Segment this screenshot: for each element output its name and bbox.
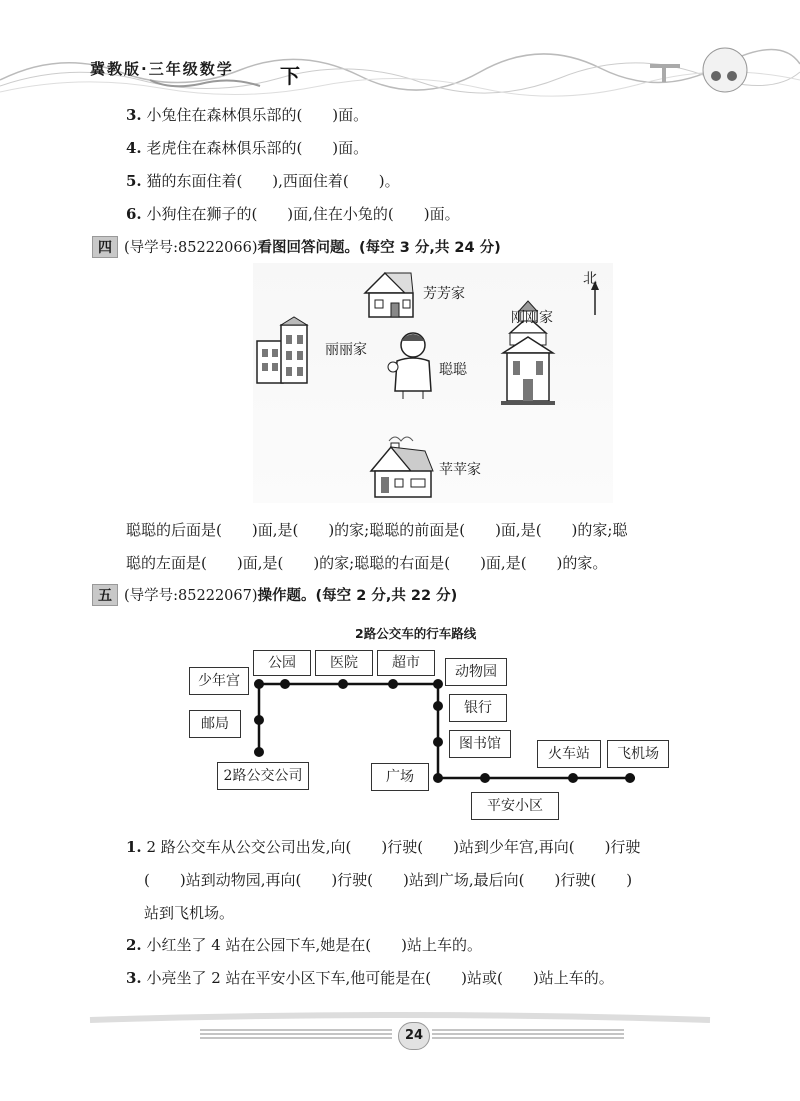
stop-airport: 飞机场 xyxy=(607,740,669,768)
stop-dot xyxy=(480,773,490,783)
fangfang-house-icon xyxy=(365,273,413,317)
book-series: 冀教版·三年级数学 xyxy=(90,60,234,78)
section-5-question-1-line-3: 站到飞机场。 xyxy=(144,904,235,922)
stop-dot xyxy=(433,737,443,747)
section-4-heading xyxy=(92,236,501,258)
stop-library: 图书馆 xyxy=(449,730,511,758)
north-label: 北 xyxy=(583,271,597,287)
section-5-question-3: 3. 小亮坐了 2 站在平安小区下车,他可能是在( )站或( )站上车的。 xyxy=(126,969,614,987)
stop-park: 公园 xyxy=(253,650,311,676)
stop-dot xyxy=(433,679,443,689)
question-5: 5. 猫的东面住着( ),西面住着( )。 xyxy=(126,172,400,190)
question-4: 4. 老虎住在森林俱乐部的( )面。 xyxy=(126,139,369,157)
congcong-person-icon xyxy=(388,333,431,399)
stop-bank: 银行 xyxy=(449,694,507,722)
section-5-question-1-line-1: 1. 2 路公交车从公交公司出发,向( )行驶( )站到少年宫,再向( )行驶 xyxy=(126,838,641,856)
stop-dot xyxy=(254,747,264,757)
stop-youth-palace: 少年宫 xyxy=(189,667,249,695)
stop-dot xyxy=(433,701,443,711)
section-5-question-2: 2. 小红坐了 4 站在公园下车,她是在( )站上车的。 xyxy=(126,936,483,954)
section-4-answer-line-1: 聪聪的后面是( )面,是( )的家;聪聪的前面是( )面,是( )的家;聪 xyxy=(126,521,628,539)
book-volume: 下 xyxy=(280,64,300,88)
page-number: 24 xyxy=(398,1022,430,1050)
stop-dot xyxy=(388,679,398,689)
section-badge: 五 xyxy=(92,584,118,606)
congcong-label: 聪聪 xyxy=(439,362,467,378)
bus-route-lines xyxy=(185,612,675,822)
stop-pingan-community: 平安小区 xyxy=(471,792,559,820)
question-3: 3. 小兔住在森林俱乐部的( )面。 xyxy=(126,106,369,124)
section-5-question-1-line-2: ( )站到动物园,再向( )行驶( )站到广场,最后向( )行驶( ) xyxy=(144,871,633,889)
diagram-title: 2路公交车的行车路线 xyxy=(355,626,477,641)
section-title: 看图回答问题。(每空 3 分,共 24 分) xyxy=(257,240,501,256)
kids-cartoon-icon xyxy=(650,48,747,92)
fangfang-home-label: 芳芳家 xyxy=(423,286,465,302)
bus-route-diagram xyxy=(185,612,675,822)
page-header xyxy=(0,0,800,100)
stop-dot xyxy=(280,679,290,689)
stop-bus-company: 2路公交公司 xyxy=(217,762,309,790)
stop-hospital: 医院 xyxy=(315,650,373,676)
question-6: 6. 小狗住在狮子的( )面,住在小兔的( )面。 xyxy=(126,205,460,223)
section-5-heading xyxy=(92,584,457,606)
lili-home-label: 丽丽家 xyxy=(325,342,367,358)
stop-train-station: 火车站 xyxy=(537,740,601,768)
stop-dot xyxy=(254,715,264,725)
neighborhood-picture xyxy=(253,263,613,503)
stop-dot xyxy=(254,679,264,689)
ganggang-home-label: 刚刚家 xyxy=(511,310,553,326)
pingping-house-icon xyxy=(371,437,433,497)
stop-square: 广场 xyxy=(371,763,429,791)
question-ref: (导学号:85222066) xyxy=(124,240,258,256)
lili-house-icon xyxy=(257,317,307,383)
stop-zoo: 动物园 xyxy=(445,658,507,686)
stop-dot xyxy=(625,773,635,783)
section-4-answer-line-2: 聪的左面是( )面,是( )的家;聪聪的右面是( )面,是( )的家。 xyxy=(126,554,608,572)
section-title: 操作题。(每空 2 分,共 22 分) xyxy=(257,588,458,604)
stop-post-office: 邮局 xyxy=(189,710,241,738)
section-badge: 四 xyxy=(92,236,118,258)
pingping-home-label: 苹苹家 xyxy=(439,462,481,478)
stop-dot xyxy=(433,773,443,783)
question-ref: (导学号:85222067) xyxy=(124,588,258,604)
stop-supermarket: 超市 xyxy=(377,650,435,676)
stop-dot xyxy=(338,679,348,689)
stop-dot xyxy=(568,773,578,783)
